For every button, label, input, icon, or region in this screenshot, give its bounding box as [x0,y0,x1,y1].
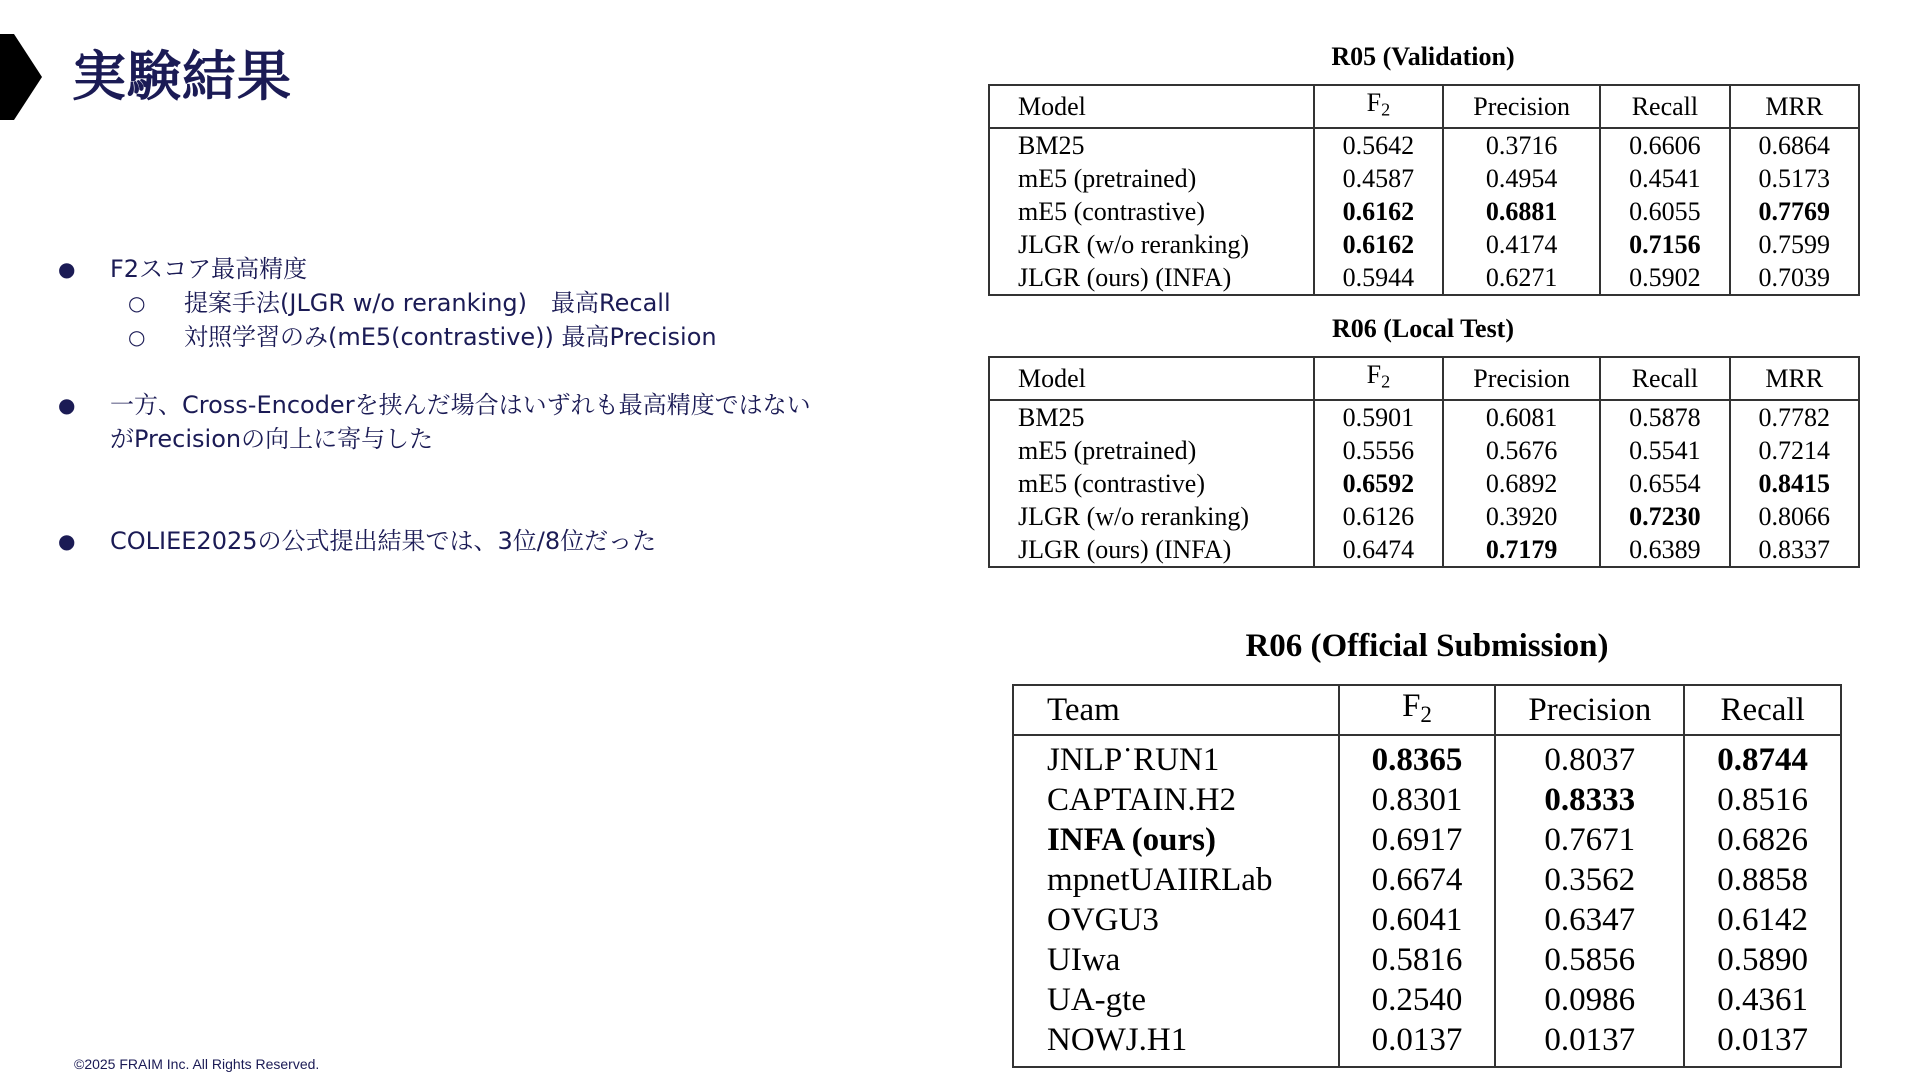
cell-recall: 0.6389 [1600,533,1729,567]
table-title-r06-official: R06 (Official Submission) [1245,628,1609,664]
cell-f2: 0.8365 [1339,735,1496,780]
sub-bullet-item [56,320,916,354]
cell-precision: 0.4174 [1443,228,1600,261]
cell-recall: 0.0137 [1684,1020,1841,1067]
cell-mrr: 0.8066 [1730,500,1859,533]
cell-recall: 0.7156 [1600,228,1729,261]
cell-f2: 0.6674 [1339,860,1496,900]
cell-team: CAPTAIN.H2 [1013,780,1339,820]
cell-mrr: 0.8415 [1730,467,1859,500]
cell-f2: 0.0137 [1339,1020,1496,1067]
cell-team: NOWJ.H1 [1013,1020,1339,1067]
bullet-text: 一方、Cross-Encoderを挟んだ場合はいずれも最高精度ではない [110,391,811,419]
cell-precision: 0.3920 [1443,500,1600,533]
table-row [1013,735,1841,780]
cell-precision: 0.6892 [1443,467,1600,500]
results-table-r06-local [988,356,1860,568]
table-row [989,434,1859,467]
bullet-dot-icon: ● [58,393,76,417]
table-row [1013,940,1841,980]
table-row [1013,980,1841,1020]
sub-bullet-text: 対照学習のみ(mE5(contrastive)) 最高Precision [184,323,717,351]
bullet-dot-icon: ● [58,257,76,281]
cell-f2: 0.5642 [1314,128,1443,162]
header-precision: Precision [1495,685,1684,735]
cell-f2: 0.6592 [1314,467,1443,500]
cell-precision: 0.6271 [1443,261,1600,295]
cell-precision: 0.3562 [1495,860,1684,900]
cell-recall: 0.8516 [1684,780,1841,820]
cell-recall: 0.4541 [1600,162,1729,195]
cell-recall: 0.6554 [1600,467,1729,500]
cell-model: JLGR (w/o reranking) [989,500,1314,533]
header-mrr: MRR [1730,85,1859,128]
cell-recall: 0.6826 [1684,820,1841,860]
table-row [989,128,1859,162]
bullet-text: COLIEE2025の公式提出結果では、3位/8位だった [110,527,657,555]
bullet-item-coliee [56,524,916,558]
cell-f2: 0.5816 [1339,940,1496,980]
table-row [989,533,1859,567]
cell-team: OVGU3 [1013,900,1339,940]
cell-mrr: 0.7782 [1730,400,1859,434]
header-recall: Recall [1600,85,1729,128]
bullet-list [56,252,916,558]
header-model: Model [989,85,1314,128]
sub-bullet-text: 提案手法(JLGR w/o reranking) 最高Recall [184,289,671,317]
cell-model: mE5 (contrastive) [989,467,1314,500]
header-f2: $F_2$ [1314,85,1443,128]
cell-recall: 0.8858 [1684,860,1841,900]
page-title: 実験結果 [72,45,292,108]
results-table-r06-official [1012,684,1842,1068]
cell-mrr: 0.7214 [1730,434,1859,467]
table-row [989,162,1859,195]
cell-precision: 0.7179 [1443,533,1600,567]
cell-precision: 0.0137 [1495,1020,1684,1067]
bullet-item-cross-encoder [56,388,916,456]
cell-model: JLGR (w/o reranking) [989,228,1314,261]
cell-precision: 0.5676 [1443,434,1600,467]
table-row [1013,900,1841,940]
table-row [1013,1020,1841,1067]
table-title-r05: R05 (Validation) [1331,42,1515,71]
cell-f2: 0.6917 [1339,820,1496,860]
cell-precision: 0.3716 [1443,128,1600,162]
cell-f2: 0.5944 [1314,261,1443,295]
cell-mrr: 0.5173 [1730,162,1859,195]
cell-model: mE5 (pretrained) [989,434,1314,467]
cell-recall: 0.6606 [1600,128,1729,162]
cell-f2: 0.4587 [1314,162,1443,195]
bullet-dot-icon: ● [58,529,76,553]
cell-f2: 0.6162 [1314,195,1443,228]
cell-team: JNLP˙RUN1 [1013,735,1339,780]
cell-team: INFA (ours) [1013,820,1339,860]
cell-f2: 0.6474 [1314,533,1443,567]
cell-model: BM25 [989,400,1314,434]
cell-recall: 0.5902 [1600,261,1729,295]
cell-recall: 0.5890 [1684,940,1841,980]
cell-f2: 0.6126 [1314,500,1443,533]
table-row [1013,780,1841,820]
cell-recall: 0.8744 [1684,735,1841,780]
cell-precision: 0.6881 [1443,195,1600,228]
cell-recall: 0.6142 [1684,900,1841,940]
cell-recall: 0.6055 [1600,195,1729,228]
table-row [1013,820,1841,860]
table-row [989,467,1859,500]
cell-team: mpnetUAIIRLab [1013,860,1339,900]
cell-recall: 0.5541 [1600,434,1729,467]
table-row [989,228,1859,261]
cell-mrr: 0.7769 [1730,195,1859,228]
cell-mrr: 0.7039 [1730,261,1859,295]
cell-precision: 0.5856 [1495,940,1684,980]
bullet-item-f2 [56,252,916,286]
cell-precision: 0.8333 [1495,780,1684,820]
header-f2: $F_2$ [1339,685,1496,735]
sub-bullet-circle-icon: ○ [128,291,146,315]
cell-precision: 0.6081 [1443,400,1600,434]
cell-team: UIwa [1013,940,1339,980]
cell-f2: 0.5901 [1314,400,1443,434]
cell-model: BM25 [989,128,1314,162]
table-row [1013,860,1841,900]
cell-model: JLGR (ours) (INFA) [989,261,1314,295]
cell-recall: 0.7230 [1600,500,1729,533]
cell-f2: 0.5556 [1314,434,1443,467]
table-row [989,261,1859,295]
cell-f2: 0.6041 [1339,900,1496,940]
cell-precision: 0.8037 [1495,735,1684,780]
cell-precision: 0.6347 [1495,900,1684,940]
header-model: Model [989,357,1314,400]
cell-model: mE5 (contrastive) [989,195,1314,228]
table-row [989,195,1859,228]
cell-precision: 0.7671 [1495,820,1684,860]
cell-f2: 0.2540 [1339,980,1496,1020]
results-table-r05 [988,84,1860,296]
header-recall: Recall [1600,357,1729,400]
header-recall: Recall [1684,685,1841,735]
cell-model: JLGR (ours) (INFA) [989,533,1314,567]
bullet-text: F2スコア最高精度 [110,255,308,283]
header-f2: $F_2$ [1314,357,1443,400]
header-precision: Precision [1443,85,1600,128]
cell-f2: 0.8301 [1339,780,1496,820]
cell-mrr: 0.8337 [1730,533,1859,567]
cell-precision: 0.4954 [1443,162,1600,195]
header-precision: Precision [1443,357,1600,400]
header-mrr: MRR [1730,357,1859,400]
cell-model: mE5 (pretrained) [989,162,1314,195]
cell-recall: 0.4361 [1684,980,1841,1020]
copyright-footer: ©2025 FRAIM Inc. All Rights Reserved. [74,1056,320,1072]
bullet-text-continued: がPrecisionの向上に寄与した [110,425,434,453]
table-row [989,500,1859,533]
cell-f2: 0.6162 [1314,228,1443,261]
table-title-r06-local: R06 (Local Test) [1332,314,1514,343]
table-row [989,400,1859,434]
cell-recall: 0.5878 [1600,400,1729,434]
cell-mrr: 0.6864 [1730,128,1859,162]
title-marker-icon [0,34,42,120]
cell-mrr: 0.7599 [1730,228,1859,261]
sub-bullet-item [56,286,916,320]
cell-precision: 0.0986 [1495,980,1684,1020]
header-team: Team [1013,685,1339,735]
cell-team: UA-gte [1013,980,1339,1020]
sub-bullet-circle-icon: ○ [128,325,146,349]
